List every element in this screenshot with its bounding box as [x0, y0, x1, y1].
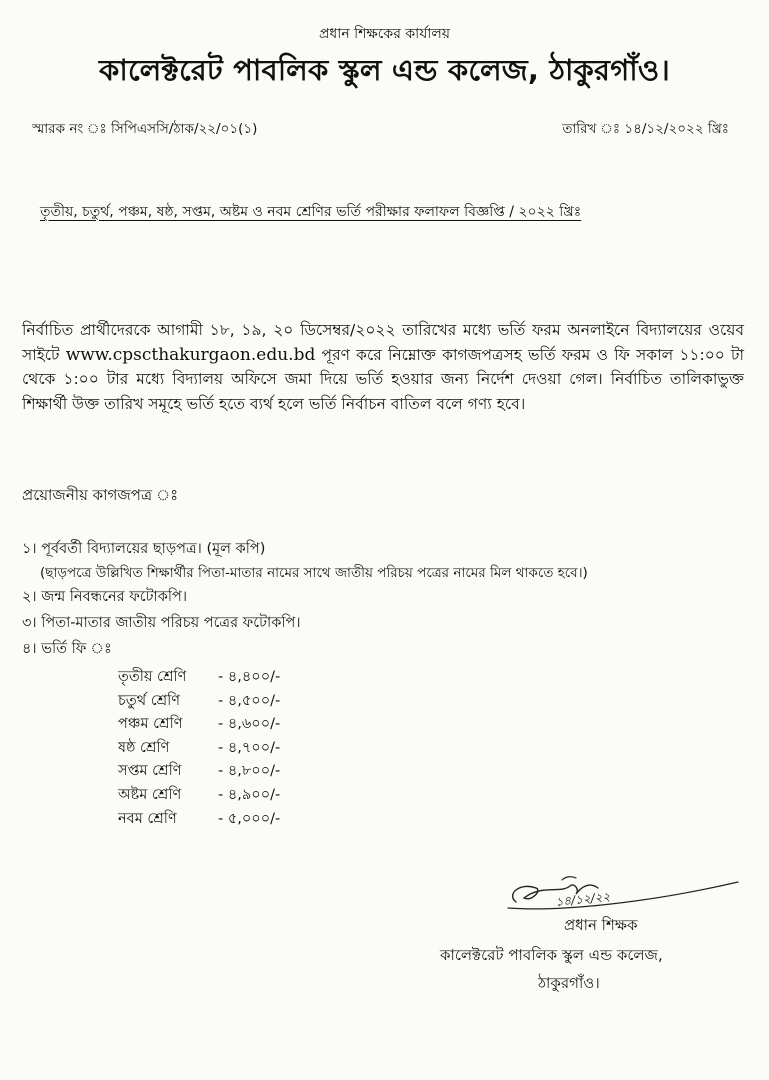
- notice-body: [22, 318, 744, 416]
- body-part-1: নির্বাচিত প্রার্থীদেরকে আগামী ১৮, ১৯, ২০ ডিসেম্বর/২০২২ তারিখের মধ্যে ভর্তি ফরম অনলাইনে বিদ্যালয়ের ওয়েব সাইটে: [22, 321, 744, 364]
- fee-row: [118, 666, 280, 690]
- office-heading: প্রধান শিক্ষকের কার্যালয়: [318, 26, 451, 42]
- fee-row: [118, 784, 280, 808]
- fee-amount: - ৪,৮০০/-: [218, 763, 281, 780]
- fee-class: তৃতীয় শ্রেণি: [118, 669, 187, 685]
- requirement-item-3: ৩। পিতা-মাতার জাতীয় পরিচয় পত্রের ফটোকপি।: [22, 615, 301, 631]
- body-part-2: পূরণ করে নিম্নোক্ত কাগজপত্রসহ ভর্তি ফরম ও ফি সকাল ১১:০০ টা থেকে ১:০০ টার মধ্যে বিদ্যালয় অফিসে জমা দিয়ে ভর্তি হওয়ার জন্য নির্দেশ দেওয়া গেল। নির্বাচিত তালিকাভুক্ত শিক্ষার্থী উক্ত তারিখ সমূহে ভর্তি হতে ব্যর্থ হলে ভর্তি নির্বাচন বাতিল বলে গণ্য হবে।: [22, 345, 744, 413]
- fee-class: সপ্তম শ্রেণি: [118, 763, 182, 780]
- signature-date: ১৪/১২/২২: [554, 889, 611, 909]
- signatory-town: ঠাকুরগাঁও।: [538, 974, 600, 992]
- requirement-item-2: ২। জন্ম নিবন্ধনের ফটোকপি।: [22, 589, 188, 605]
- fee-class: নবম শ্রেণি: [118, 810, 177, 827]
- fee-row: [118, 760, 280, 784]
- fee-class: পঞ্চম শ্রেণি: [118, 716, 183, 733]
- fee-row: [118, 808, 280, 832]
- fee-row: [118, 737, 280, 761]
- fee-amount: - ৪,৫০০/-: [218, 692, 281, 709]
- requirement-item-4: ৪। ভর্তি ফি ঃ: [22, 641, 112, 657]
- fee-amount: - ৪,৯০০/-: [218, 786, 281, 803]
- memo-number: স্মারক নং ঃ সিপিএসসি/ঠাক/২২/০১(১): [32, 121, 258, 137]
- notice-subject: তৃতীয়, চতুর্থ, পঞ্চম, ষষ্ঠ, সপ্তম, অষ্টম ও নবম শ্রেণির ভর্তি পরীক্ষার ফলাফল বিজ্ঞপ্তি / ২০২২ খ্রিঃ: [40, 204, 582, 220]
- fee-class: চতুর্থ শ্রেণি: [118, 692, 181, 709]
- website-link: www.cpscthakurgaon.edu.bd: [65, 344, 316, 365]
- requirement-item-1: ১। পূর্ববর্তী বিদ্যালয়ের ছাড়পত্র। (মূল কপি): [22, 541, 266, 557]
- fee-amount: - ৪,৪০০/-: [218, 669, 281, 685]
- requirements-heading: প্রয়োজনীয় কাগজপত্র ঃ: [22, 486, 179, 504]
- school-name: কালেক্টরেট পাবলিক স্কুল এন্ড কলেজ, ঠাকুরগাঁও।: [99, 53, 670, 87]
- memo-date: তারিখ ঃ ১৪/১২/২০২২ খ্রিঃ: [562, 121, 729, 137]
- fee-class: অষ্টম শ্রেণি: [118, 786, 182, 803]
- fee-amount: - ৪,৭০০/-: [218, 739, 281, 756]
- requirement-note: (ছাড়পত্রে উল্লিখিত শিক্ষার্থীর পিতা-মাতার নামের সাথে জাতীয় পরিচয় পত্রের নামের মিল থাকতে হবে।): [40, 565, 588, 581]
- signatory-school: কালেক্টরেট পাবলিক স্কুল এন্ড কলেজ,: [440, 946, 663, 964]
- fee-row: [118, 690, 280, 714]
- fee-amount: - ৫,০০০/-: [218, 810, 281, 827]
- fee-class: ষষ্ঠ শ্রেণি: [118, 739, 170, 756]
- fee-table: [118, 666, 280, 831]
- handwritten-signature: [502, 872, 742, 918]
- signatory-title: প্রধান শিক্ষক: [564, 916, 638, 934]
- fee-amount: - ৪,৬০০/-: [218, 716, 281, 733]
- fee-row: [118, 713, 280, 737]
